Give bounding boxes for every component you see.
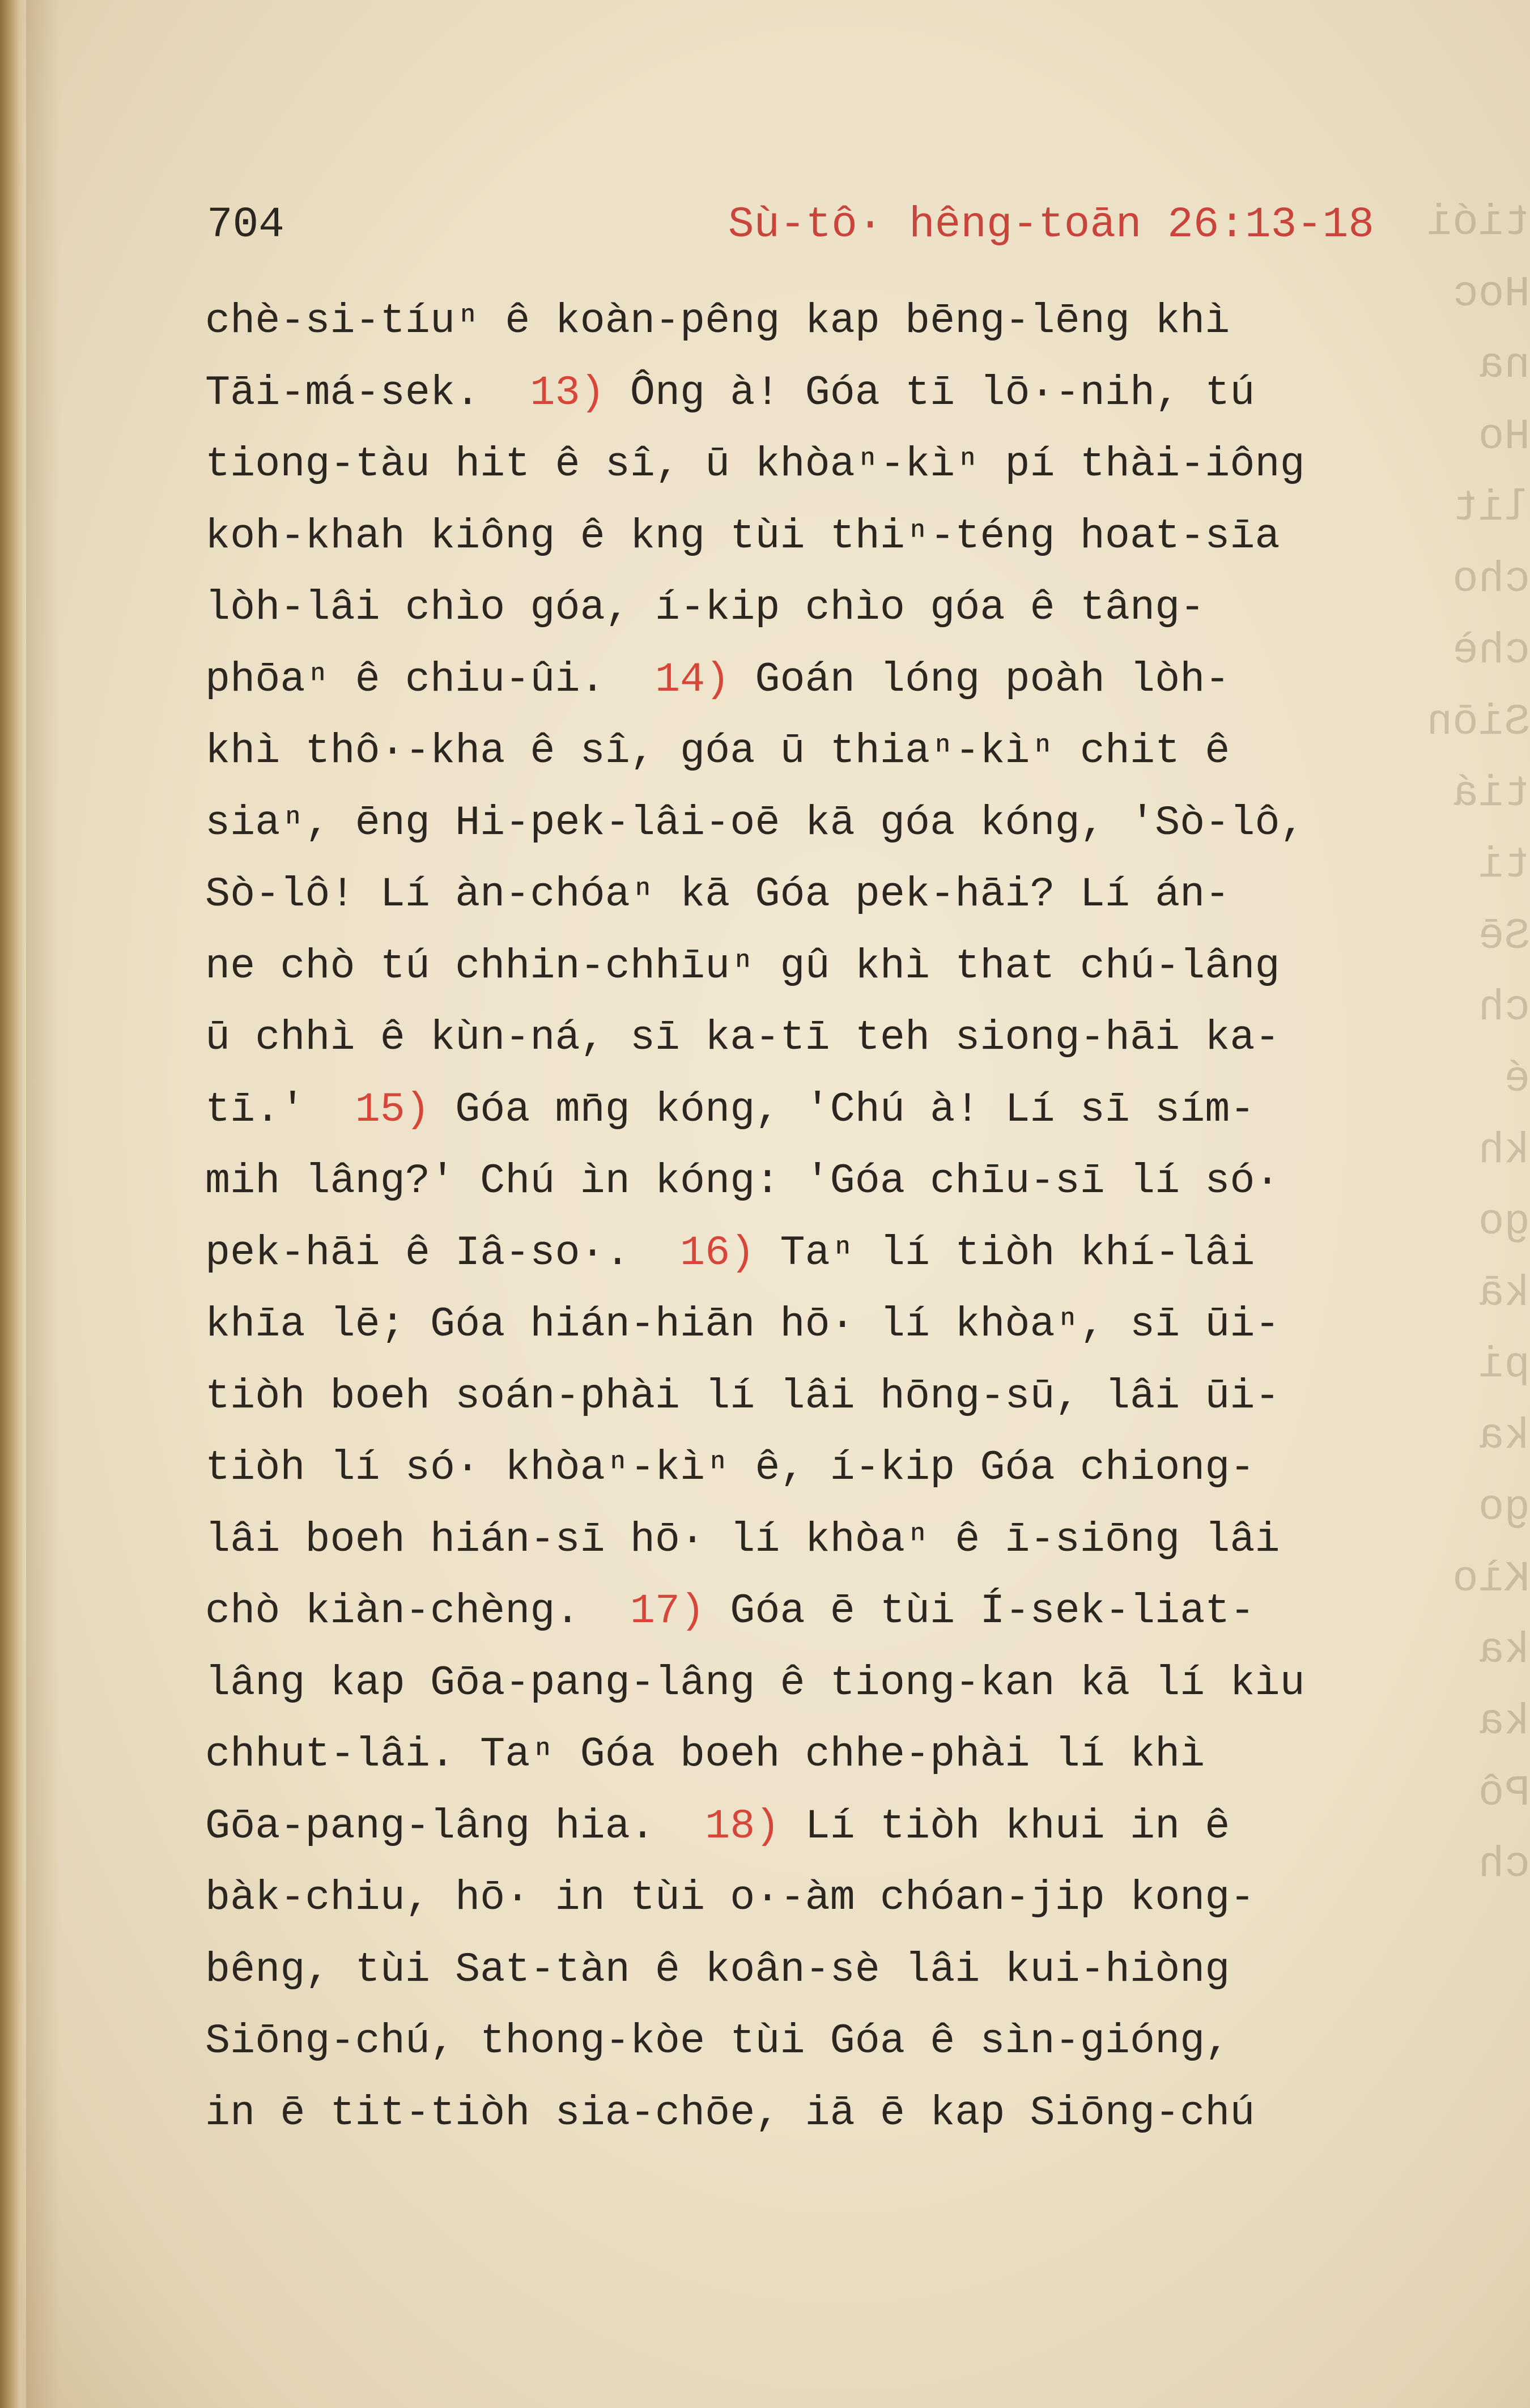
text-segment: Góa ē tùi Í-sek-liat- (705, 1588, 1255, 1635)
text-line (205, 358, 1474, 430)
text-segment: mih lâng?' Chú ìn kóng: 'Góa chīu-sī lí só· (205, 1158, 1280, 1205)
text-line (205, 286, 1474, 358)
text-segment: Sò-lô! Lí àn-chóaⁿ kā Góa pek-hāi? Lí án- (205, 871, 1230, 918)
text-line (205, 788, 1474, 860)
text-line (205, 1792, 1474, 1864)
verse-number: 13) (530, 369, 605, 417)
text-segment: khì thô·-kha ê sî, góa ū thiaⁿ-kìⁿ chit ê (205, 728, 1230, 775)
text-segment: ū chhì ê kùn-ná, sī ka-tī teh siong-hāi ka- (205, 1015, 1280, 1062)
text-segment: chhut-lâi. Taⁿ Góa boeh chhe-phài lí khì (205, 1731, 1205, 1779)
text-segment: khīa lē; Góa hián-hiān hō· lí khòaⁿ, sī ūi- (205, 1301, 1280, 1348)
text-line (205, 645, 1474, 717)
gutter-shadow (26, 0, 60, 2408)
text-segment: lòh-lâi chìo góa, í-kip chìo góa ê tâng- (205, 585, 1205, 632)
text-segment: Góa mn̄g kóng, 'Chú à! Lí sī sím- (430, 1086, 1255, 1134)
verse-number: 15) (355, 1086, 430, 1134)
book-spine-edge (0, 0, 26, 2408)
text-segment: chò kiàn-chèng. (205, 1588, 630, 1635)
text-line (205, 1935, 1474, 2007)
text-line (205, 860, 1474, 931)
text-segment: Lí tiòh khui in ê (780, 1803, 1230, 1850)
text-line (205, 1720, 1474, 1792)
text-segment: Siōng-chú, thong-kòe tùi Góa ê sìn-gióng, (205, 2018, 1230, 2065)
verse-number: 17) (630, 1588, 706, 1635)
text-line (205, 501, 1474, 573)
page-number: 704 (207, 201, 284, 249)
text-segment: in ē tit-tiòh sia-chōe, iā ē kap Siōng-chú (205, 2090, 1255, 2137)
text-segment: pek-hāi ê Iâ-so·. (205, 1229, 681, 1277)
text-line (205, 1003, 1474, 1075)
verse-number: 14) (654, 656, 730, 704)
text-segment: chè-si-tíuⁿ ê koàn-pêng kap bēng-lēng khì (205, 298, 1230, 345)
page-header (207, 194, 1374, 256)
text-line (205, 1648, 1474, 1720)
text-line (205, 1146, 1474, 1218)
text-line (205, 573, 1474, 645)
text-segment: lâi boeh hián-sī hō· lí khòaⁿ ê ī-siōng lâi (205, 1516, 1280, 1564)
text-segment: bàk-chiu, hō· in tùi o·-àm chóan-jip kong- (205, 1875, 1255, 1922)
verse-number: 16) (680, 1229, 755, 1277)
text-line (205, 716, 1474, 788)
text-segment: Ông à! Góa tī lō·-nih, tú (605, 369, 1255, 417)
text-segment: tiòh lí só· khòaⁿ-kìⁿ ê, í-kip Góa chiong- (205, 1445, 1255, 1492)
text-line (205, 1218, 1474, 1290)
text-line (205, 2006, 1474, 2078)
text-segment: tiong-tàu hit ê sî, ū khòaⁿ-kìⁿ pí thài-iông (205, 441, 1305, 488)
text-line (205, 429, 1474, 501)
text-segment: Gōa-pang-lâng hia. (205, 1803, 706, 1850)
text-segment: tiòh boeh soán-phài lí lâi hōng-sū, lâi ūi- (205, 1373, 1280, 1420)
text-line (205, 1576, 1474, 1648)
text-segment: siaⁿ, ēng Hi-pek-lâi-oē kā góa kóng, 'Sò-lô, (205, 799, 1305, 847)
text-segment: Tāi-má-sek. (205, 369, 530, 417)
text-line (205, 931, 1474, 1003)
text-segment: koh-khah kiông ê kng tùi thiⁿ-téng hoat-sīa (205, 513, 1280, 560)
text-line (205, 1505, 1474, 1577)
running-title: Sù-tô· hêng-toān 26:13-18 (728, 201, 1374, 249)
text-segment: Taⁿ lí tiòh khí-lâi (755, 1229, 1255, 1277)
text-line (205, 1362, 1474, 1433)
text-segment: phōaⁿ ê chiu-ûi. (205, 656, 655, 704)
scripture-text (205, 286, 1474, 2150)
show-through-text: tiói Hoc na Ho lit cho chè Siōn tiá ti Sē ch é kh go kā pi ka go Kìo ka ka Pô ch (1426, 198, 1530, 1889)
text-line (205, 2078, 1474, 2150)
verse-number: 18) (705, 1803, 780, 1850)
text-line (205, 1863, 1474, 1935)
text-segment: bêng, tùi Sat-tàn ê koân-sè lâi kui-hiòng (205, 1946, 1230, 1994)
text-line (205, 1290, 1474, 1362)
text-segment: lâng kap Gōa-pang-lâng ê tiong-kan kā lí kìu (205, 1660, 1305, 1707)
text-segment: tī.' (205, 1086, 355, 1134)
text-line (205, 1075, 1474, 1147)
text-segment: ne chò tú chhin-chhīuⁿ gû khì that chú-lâng (205, 943, 1280, 990)
text-segment: Goán lóng poàh lòh- (730, 656, 1230, 704)
text-line (205, 1433, 1474, 1505)
